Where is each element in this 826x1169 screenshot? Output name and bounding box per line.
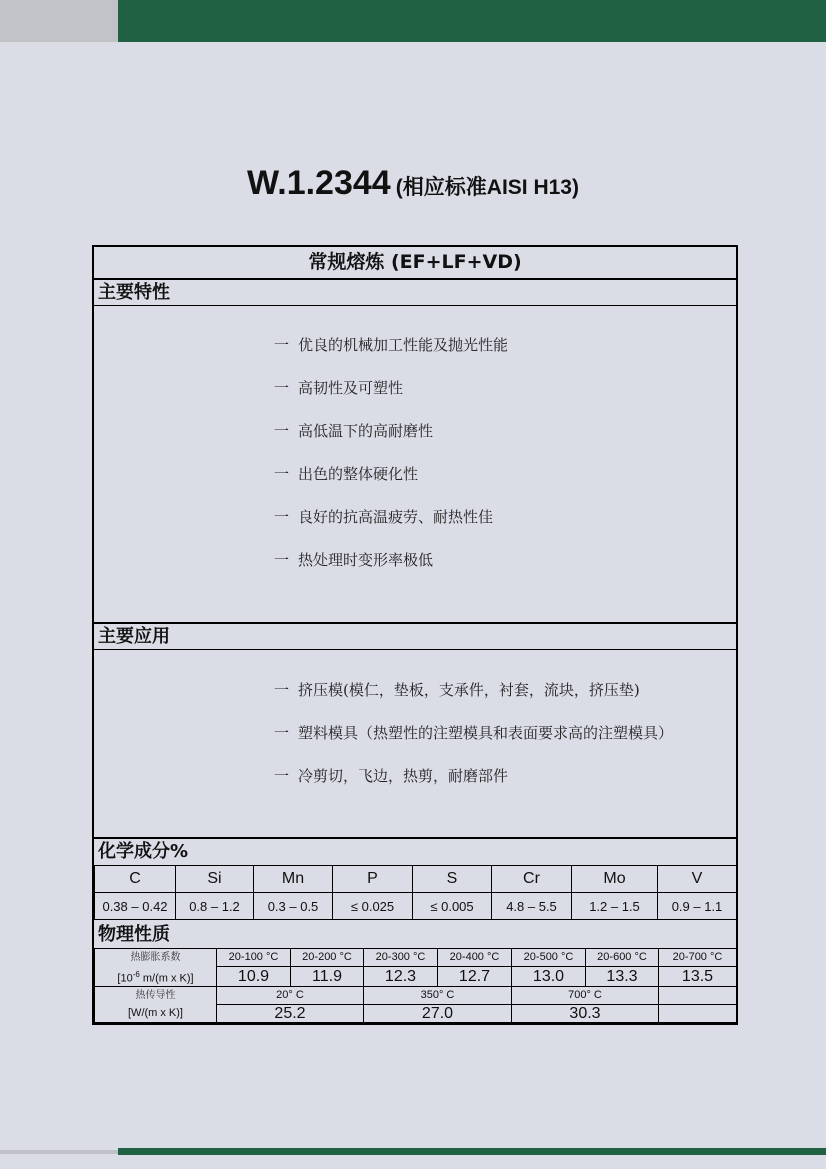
range-cell: 20-400 °C [438,949,512,967]
properties-list [274,330,508,588]
value-cell: ≤ 0.005 [413,893,492,920]
conductivity-temp-row [95,987,737,1005]
value-cell: 1.2 – 1.5 [572,893,658,920]
melting-process-title: 常规熔炼 (EF+LF+VD) [308,251,522,273]
divider [94,649,736,650]
value-cell: 0.9 – 1.1 [658,893,737,920]
element-cell: Mo [572,866,658,893]
value-cell: 0.8 – 1.2 [176,893,254,920]
expansion-value: 13.3 [586,967,659,987]
footer-gray-bar [0,1150,118,1154]
applications-heading: 主要应用 [98,626,170,647]
conductivity-unit: [W/(m x K)] [95,1005,217,1023]
chemistry-heading: 化学成分% [98,841,189,862]
element-cell: Mn [254,866,333,893]
list-item: 一 热处理时变形率极低 [274,551,434,569]
conductivity-value: 30.3 [512,1005,659,1023]
header-green-bar [118,0,826,42]
element-cell: P [333,866,413,893]
expansion-range-row [95,949,737,967]
range-cell: 20-700 °C [659,949,737,967]
element-row [95,866,737,893]
value-cell: ≤ 0.025 [333,893,413,920]
temp-cell: 20° C [217,987,364,1005]
list-item: 一 出色的整体硬化性 [274,465,419,483]
expansion-value: 12.3 [364,967,438,987]
list-item: 一 冷剪切，飞边，热剪，耐磨部件 [274,767,509,785]
list-item: 一 高韧性及可塑性 [274,379,404,397]
conductivity-value: 27.0 [364,1005,512,1023]
divider [94,305,736,306]
expansion-value: 10.9 [217,967,291,987]
element-cell: V [658,866,737,893]
expansion-unit: [$10^{-6}$ m/(m x K)] [95,967,217,987]
value-row [95,893,737,920]
expansion-value: 13.5 [659,967,737,987]
list-item: 一 塑料模具（热塑性的注塑模具和表面要求高的注塑模具） [274,724,674,742]
list-item: 一 良好的抗高温疲劳、耐热性佳 [274,508,494,526]
conductivity-value-row [95,1005,737,1023]
range-cell: 20-100 °C [217,949,291,967]
applications-list [274,675,673,804]
list-item: 一 优良的机械加工性能及抛光性能 [274,336,509,354]
properties-heading: 主要特性 [98,282,170,303]
element-cell: Si [176,866,254,893]
expansion-value: 11.9 [291,967,364,987]
element-cell: C [95,866,176,893]
list-item: 一 高低温下的高耐磨性 [274,422,434,440]
expansion-value: 12.7 [438,967,512,987]
conductivity-value: 25.2 [217,1005,364,1023]
empty-cell [659,1005,737,1023]
empty-cell [659,987,737,1005]
chemistry-table [94,865,737,920]
list-item: 一 挤压模(模仁，垫板，支承件，衬套，流块，挤压垫) [274,681,640,699]
temp-cell: 700° C [512,987,659,1005]
value-cell: 4.8 – 5.5 [492,893,572,920]
range-cell: 20-600 °C [586,949,659,967]
range-cell: 20-300 °C [364,949,438,967]
expansion-label: 热膨胀系数 [95,949,217,967]
value-cell: 0.38 – 0.42 [95,893,176,920]
steel-grade: W.1.2344 [247,164,391,202]
element-cell: S [413,866,492,893]
footer-green-bar [118,1148,826,1155]
standard-equivalent: (相应标准AISI H13) [395,176,579,199]
datasheet-table [92,245,738,1025]
expansion-value: 13.0 [512,967,586,987]
temp-cell: 350° C [364,987,512,1005]
header-gray-bar [0,0,118,42]
document-title [0,164,826,203]
conductivity-label: 热传导性 [95,987,217,1005]
physical-heading: 物理性质 [98,924,170,945]
element-cell: Cr [492,866,572,893]
value-cell: 0.3 – 0.5 [254,893,333,920]
range-cell: 20-200 °C [291,949,364,967]
range-cell: 20-500 °C [512,949,586,967]
expansion-value-row [95,967,737,987]
physical-table [94,948,737,1023]
